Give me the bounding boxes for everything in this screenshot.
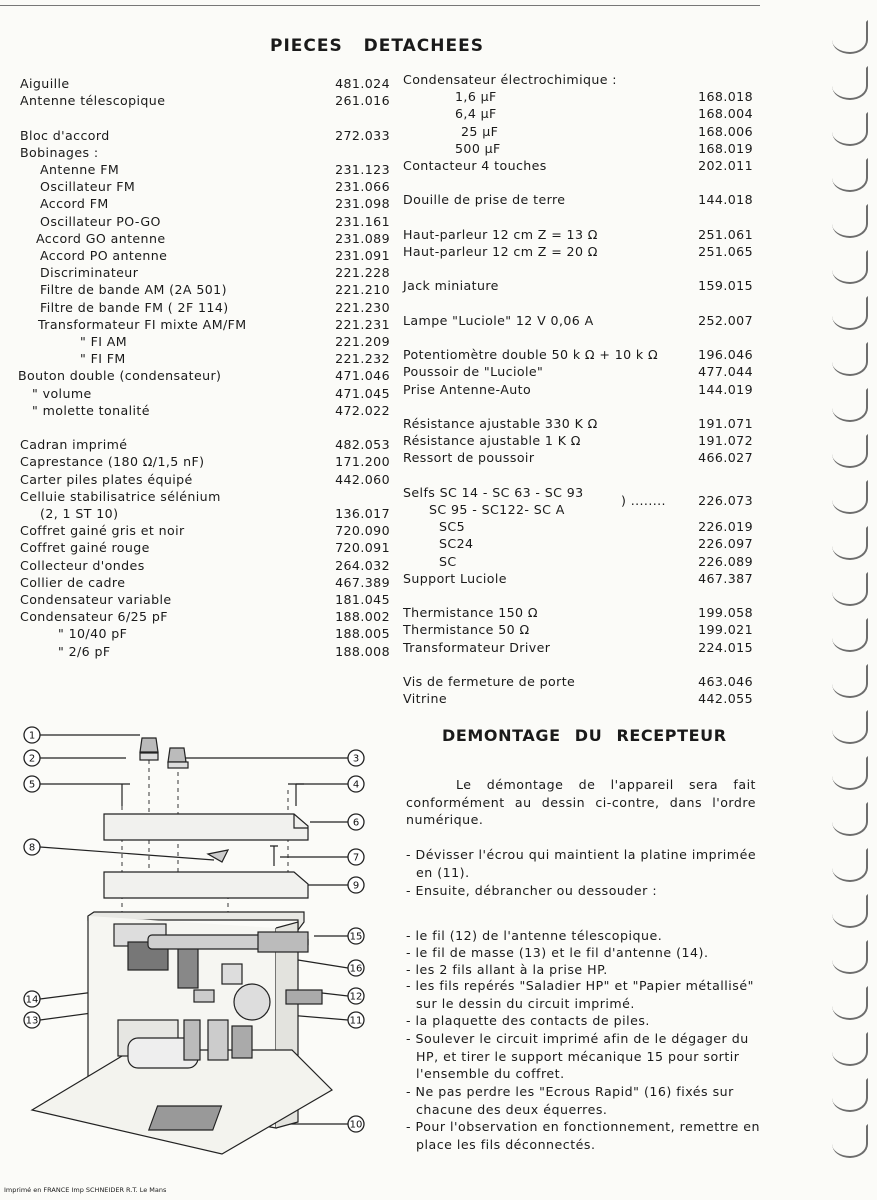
part-label: Douille de prise de terre [403, 192, 566, 208]
callout-number: 4 [352, 779, 360, 791]
page-title: PIECES DETACHEES [270, 36, 484, 56]
part-ref: 168.019 [698, 140, 753, 156]
callout-number: 14 [25, 994, 39, 1006]
part-label: Bobinages : [20, 144, 99, 160]
part-ref: 226.073 [698, 492, 753, 508]
callout-number: 11 [349, 1015, 363, 1027]
part-ref: 188.002 [335, 609, 390, 625]
part-label: Résistance ajustable 1 K Ω [403, 433, 581, 449]
binder-ring [832, 618, 868, 652]
part-ref: 191.071 [698, 416, 753, 431]
part-ref: 168.006 [698, 123, 753, 139]
part-label: Aiguille [20, 76, 70, 91]
part-label: (2, 1 ST 10) [40, 506, 119, 521]
part-ref: 477.044 [698, 364, 753, 380]
part-label: SC24 [439, 536, 474, 552]
part-label: Collier de cadre [20, 574, 126, 590]
part-ref: 199.058 [698, 605, 753, 621]
part-label: Coffret gainé gris et noir [20, 523, 185, 539]
part-ref: 231.123 [335, 162, 390, 177]
binder-ring [832, 710, 868, 744]
part-label: Filtre de bande FM ( 2F 114) [40, 299, 229, 315]
part-ref: 442.055 [698, 691, 753, 707]
part-ref: 136.017 [335, 506, 390, 521]
part-label: Contacteur 4 touches [403, 158, 547, 173]
part-label: Condensateur 6/25 pF [20, 609, 168, 625]
binder-ring [832, 158, 868, 192]
part-ref: 231.161 [335, 213, 390, 229]
part-ref: 720.090 [335, 523, 390, 539]
part-label: Vitrine [403, 691, 447, 707]
binder-ring [832, 802, 868, 836]
part-label: Bouton double (condensateur) [18, 368, 222, 384]
part-ref: 231.066 [335, 179, 390, 195]
callout-11 [348, 1012, 364, 1028]
callout-1 [24, 727, 40, 743]
section-heading-demontage: DEMONTAGE DU RECEPTEUR [442, 726, 727, 745]
part-ref: 467.389 [335, 574, 390, 590]
part-label: Résistance ajustable 330 K Ω [403, 416, 598, 431]
part-ref: 261.016 [335, 93, 390, 109]
part-ref: 181.045 [335, 592, 390, 607]
part-label: Condensateur électrochimique : [403, 72, 617, 87]
binder-ring [832, 756, 868, 790]
part-label: " FI FM [80, 351, 126, 367]
part-label: Thermistance 150 Ω [403, 605, 538, 621]
callout-number: 7 [352, 852, 360, 864]
part-ref: 196.046 [698, 347, 753, 363]
binder-ring [832, 664, 868, 698]
binder-ring [832, 526, 868, 560]
binder-ring [832, 1032, 868, 1066]
binder-ring [832, 250, 868, 284]
part-ref: 202.011 [698, 158, 753, 173]
part-ref: 231.089 [335, 230, 390, 246]
part-label: Filtre de bande AM (2A 501) [40, 282, 227, 298]
demontage-step: - le fil de masse (13) et le fil d'antenne (14). [406, 945, 709, 960]
part-label: Poussoir de "Luciole" [403, 364, 544, 380]
demontage-step: - Ne pas perdre les "Ecrous Rapid" (16) fixés sur chacune des deux équerres. [406, 1084, 734, 1117]
part-label: Haut-parleur 12 cm Z = 20 Ω [403, 244, 598, 259]
print-footer: Imprimé en FRANCE Imp SCHNEIDER R.T. Le Mans [4, 1186, 167, 1194]
part-label: Oscillateur FM [40, 179, 136, 195]
binder-ring [832, 342, 868, 376]
binder-ring [832, 204, 868, 238]
part-ref: 221.210 [335, 282, 390, 298]
part-label: " 2/6 pF [58, 643, 111, 659]
callout-15 [348, 928, 364, 944]
part-ref: 159.015 [698, 278, 753, 294]
demontage-step: - le fil (12) de l'antenne télescopique. [406, 928, 663, 943]
part-label: " FI AM [80, 334, 128, 349]
binder-ring [832, 1078, 868, 1112]
part-label: Cadran imprimé [20, 437, 128, 453]
callout-number: 9 [352, 880, 360, 892]
callout-number: 2 [28, 753, 36, 765]
part-label: SC5 [439, 519, 466, 535]
callout-number: 1 [28, 730, 36, 742]
demontage-step: - Dévisser l'écrou qui maintient la platine imprimée en (11). [406, 847, 757, 880]
exploded-diagram [18, 720, 388, 1160]
part-label: Bloc d'accord [20, 127, 110, 143]
part-ref: 471.046 [335, 368, 390, 384]
callout-7 [348, 849, 364, 865]
demontage-step: - les fils repérés "Saladier HP" et "Papier métallisé" sur le dessin du circuit imprimé. [406, 978, 754, 1011]
part-ref: 251.061 [698, 226, 753, 242]
part-label: 6,4 μF [455, 106, 497, 122]
part-ref: 221.231 [335, 316, 390, 332]
part-label: " 10/40 pF [58, 626, 128, 642]
callout-number: 12 [349, 991, 363, 1003]
part-label: Discriminateur [40, 265, 139, 281]
part-ref: 168.018 [698, 89, 753, 105]
part-ref: 226.097 [698, 536, 753, 552]
binder-ring [832, 894, 868, 928]
callout-number: 10 [349, 1119, 363, 1131]
part-label: Antenne télescopique [20, 93, 166, 109]
part-ref: 226.089 [698, 553, 753, 569]
part-label: 25 μF [461, 123, 499, 139]
part-ref: 144.019 [698, 381, 753, 397]
part-label: Accord FM [40, 196, 109, 212]
binder-ring [832, 388, 868, 422]
demontage-step: - Pour l'observation en fonctionnement, remettre en place les fils déconnectés. [406, 1119, 761, 1152]
callout-number: 13 [25, 1015, 39, 1027]
part-ref: 144.018 [698, 192, 753, 208]
part-label: Lampe "Luciole" 12 V 0,06 A [403, 312, 594, 328]
part-ref: 188.008 [335, 643, 390, 659]
callout-12 [348, 988, 364, 1004]
part-ref: 467.387 [698, 570, 753, 586]
binder-ring [832, 1124, 868, 1158]
part-label: Condensateur variable [20, 592, 172, 607]
demontage-step: - Soulever le circuit imprimé afin de le dégager du HP, et tirer le support mécanique 15 pour sortir l'ensemble du coffret. [406, 1031, 749, 1081]
part-ref: 226.019 [698, 519, 753, 535]
part-label: Thermistance 50 Ω [403, 622, 530, 638]
part-ref: 481.024 [335, 76, 390, 91]
callout-3 [348, 750, 364, 766]
callout-number: 3 [352, 753, 360, 765]
part-label: 1,6 μF [455, 89, 497, 105]
demontage-step: - les 2 fils allant à la prise HP. [406, 962, 608, 977]
part-ref: 221.228 [335, 265, 390, 281]
callout-13 [24, 1012, 40, 1028]
callout-10 [348, 1116, 364, 1132]
part-label: Transformateur FI mixte AM/FM [38, 316, 247, 332]
part-label: Oscillateur PO-GO [40, 213, 161, 229]
part-ref: 472.022 [335, 402, 390, 418]
part-label: Vis de fermeture de porte [403, 674, 576, 689]
binder-ring [832, 434, 868, 468]
callout-14 [24, 991, 40, 1007]
part-ref: 171.200 [335, 454, 390, 470]
part-ref: 720.091 [335, 540, 390, 556]
part-label: Support Luciole [403, 570, 507, 586]
part-label: Haut-parleur 12 cm Z = 13 Ω [403, 226, 598, 242]
callout-number: 5 [28, 779, 36, 791]
binder-ring [832, 66, 868, 100]
part-label: " molette tonalité [32, 402, 150, 418]
binder-ring [832, 20, 868, 54]
part-label: Carter piles plates équipé [20, 471, 193, 487]
callout-8 [24, 839, 40, 855]
part-label: Coffret gainé rouge [20, 540, 150, 556]
part-label: 500 μF [455, 140, 501, 156]
part-label: Potentiomètre double 50 k Ω + 10 k Ω [403, 347, 659, 363]
part-label: Ressort de poussoir [403, 450, 535, 466]
part-ref: 199.021 [698, 622, 753, 638]
part-ref: 482.053 [335, 437, 390, 453]
part-label: " volume [32, 385, 92, 401]
part-label: Celluie stabilisatrice sélénium [20, 488, 221, 504]
callout-number: 6 [352, 817, 360, 829]
part-label: SC 95 - SC122- SC A [429, 502, 565, 517]
part-ref: 168.004 [698, 106, 753, 122]
part-ref: 191.072 [698, 433, 753, 449]
demontage-step: - la plaquette des contacts de piles. [406, 1013, 650, 1028]
callout-number: 8 [28, 842, 36, 854]
part-label: Jack miniature [403, 278, 499, 294]
part-ref: 224.015 [698, 639, 753, 655]
part-ref: 252.007 [698, 312, 753, 328]
callout-9 [348, 877, 364, 893]
callout-16 [348, 960, 364, 976]
callout-number: 16 [349, 963, 363, 975]
binder-ring [832, 848, 868, 882]
binder-ring [832, 940, 868, 974]
callout-4 [348, 776, 364, 792]
part-label: Antenne FM [40, 162, 120, 177]
part-ref: 272.033 [335, 127, 390, 143]
selfs-dots: ) ........ [621, 492, 666, 508]
binder-ring [832, 296, 868, 330]
part-ref: 251.065 [698, 244, 753, 259]
part-label: Prise Antenne-Auto [403, 381, 532, 397]
binder-ring [832, 986, 868, 1020]
part-ref: 231.091 [335, 248, 390, 263]
binder-ring [832, 480, 868, 514]
callout-2 [24, 750, 40, 766]
top-rule [0, 5, 760, 6]
part-label: SC [439, 553, 457, 569]
part-ref: 221.209 [335, 334, 390, 349]
demontage-intro: Le démontage de l'appareil sera fait conformément au dessin ci-contre, dans l'ordre numérique. [406, 777, 756, 827]
part-label: Caprestance (180 Ω/1,5 nF) [20, 454, 205, 470]
part-label: Transformateur Driver [403, 639, 551, 655]
part-ref: 188.005 [335, 626, 390, 642]
callout-6 [348, 814, 364, 830]
part-label: Collecteur d'ondes [20, 557, 145, 573]
binder-ring [832, 112, 868, 146]
part-label: Selfs SC 14 - SC 63 - SC 93 [403, 484, 584, 500]
part-ref: 221.230 [335, 299, 390, 315]
callout-5 [24, 776, 40, 792]
part-ref: 471.045 [335, 385, 390, 401]
callout-number: 15 [349, 931, 363, 943]
binder-ring [832, 572, 868, 606]
part-ref: 442.060 [335, 471, 390, 487]
part-label: Accord GO antenne [36, 230, 166, 246]
part-label: Accord PO antenne [40, 248, 168, 263]
part-ref: 221.232 [335, 351, 390, 367]
part-ref: 463.046 [698, 674, 753, 689]
part-ref: 466.027 [698, 450, 753, 466]
part-ref: 231.098 [335, 196, 390, 212]
demontage-step: - Ensuite, débrancher ou dessouder : [406, 883, 658, 898]
part-ref: 264.032 [335, 557, 390, 573]
